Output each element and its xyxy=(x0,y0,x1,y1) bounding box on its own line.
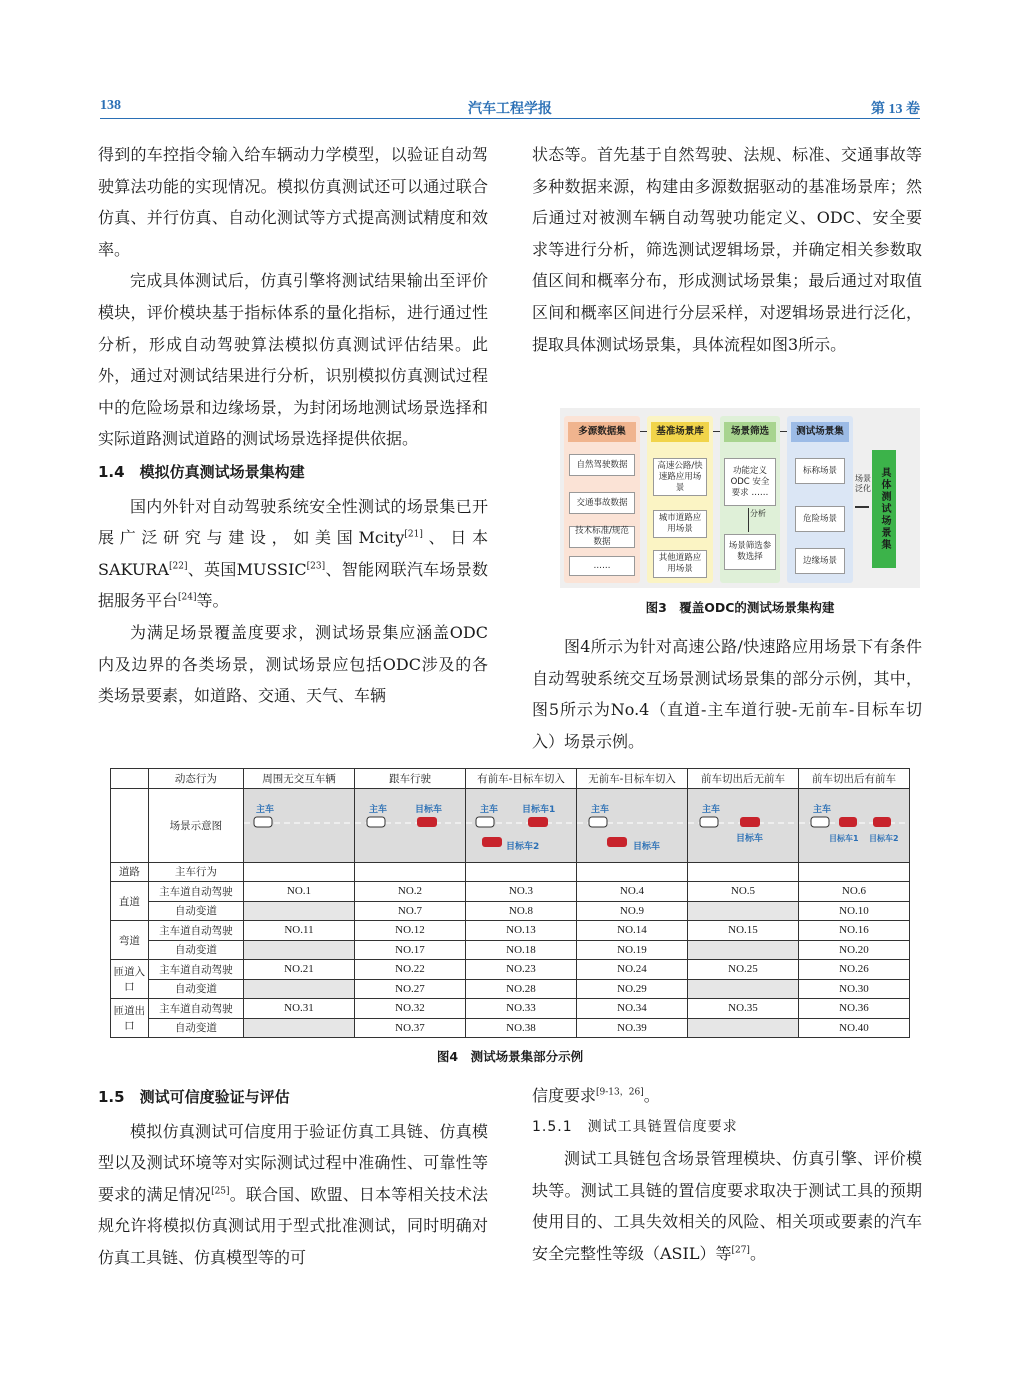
target-car-label: 目标车2 xyxy=(505,841,540,852)
fig3-column-filter xyxy=(720,416,780,583)
fig3-arrow-label: 分析 xyxy=(750,509,766,518)
header-cell: 周围无交互车辆 xyxy=(243,769,354,789)
main-car-icon xyxy=(367,817,385,827)
fig3-box: 交通事故数据 xyxy=(569,492,635,514)
scenario-cell: NO.37 xyxy=(354,1018,465,1038)
header-cell: 动态行为 xyxy=(148,769,243,789)
citation: [27] xyxy=(731,1245,750,1256)
paragraph: 测试工具链包含场景管理模块、仿真引擎、评价模块等。测试工具链的置信度要求取决于测试工具的预期使用目的、工具失效相关的风险、相关项或要素的汽车安全完整性等级（ASIL）等[27]。 xyxy=(532,1149,922,1263)
scenario-diagram xyxy=(354,788,465,862)
scenario-cell: NO.31 xyxy=(243,999,354,1019)
fig3-col-title: 测试场景集 xyxy=(791,422,849,442)
road-diagram-icon xyxy=(466,789,576,859)
scenario-cell: NO.32 xyxy=(354,999,465,1019)
fig3-generalize-label: 场景泛化 xyxy=(855,474,871,493)
figure-4-table xyxy=(110,768,910,1038)
scenario-cell: NO.38 xyxy=(465,1018,576,1038)
scenario-cell: NO.39 xyxy=(576,1018,687,1038)
road-diagram-icon xyxy=(355,789,465,859)
fig3-box: 功能定义 ODC 安全要求 …… xyxy=(724,458,776,506)
scenario-diagram xyxy=(798,788,909,862)
scenario-cell: NO.20 xyxy=(798,940,909,960)
scenario-cell: NO.28 xyxy=(465,979,576,999)
target-car-label: 目标车1 xyxy=(828,833,859,843)
scenario-diagram xyxy=(687,788,798,862)
table-header-row xyxy=(111,769,910,789)
scenario-cell: NO.36 xyxy=(798,999,909,1019)
header-cell: 前车切出后无前车 xyxy=(687,769,798,789)
left-column-bottom xyxy=(98,1080,488,1274)
main-car-label: 主车 xyxy=(812,804,831,815)
scenario-cell: NO.3 xyxy=(465,882,576,902)
paragraph: 国内外针对自动驾驶系统安全性测试的场景集已开展广泛研究与建设，如美国Mcity[21]、日本SAKURA[22]、英国MUSSIC[23]、智能网联汽车场景数据服务平台[24]等。 xyxy=(98,496,488,611)
scenario-cell xyxy=(243,979,354,999)
header-cell: 跟车行驶 xyxy=(354,769,465,789)
scenario-cell: NO.11 xyxy=(243,921,354,941)
main-car-label: 主车 xyxy=(590,804,609,815)
scenario-cell: NO.35 xyxy=(687,999,798,1019)
scenario-cell: NO.12 xyxy=(354,921,465,941)
behavior-cell: 自动变道 xyxy=(148,940,243,960)
scenario-cell: NO.26 xyxy=(798,960,909,980)
fig3-box: 城市道路应用场景 xyxy=(653,510,707,538)
scenario-cell: NO.10 xyxy=(798,901,909,921)
scenario-cell: NO.22 xyxy=(354,960,465,980)
journal-title: 汽车工程学报 xyxy=(468,102,552,117)
fig3-column-base xyxy=(647,416,713,583)
road-type-cell: 直道 xyxy=(111,882,149,921)
down-arrow-icon xyxy=(748,508,749,532)
citation: [21] xyxy=(404,529,423,540)
scenario-cell: NO.5 xyxy=(687,882,798,902)
target-car-icon xyxy=(740,817,760,827)
scenario-cell xyxy=(243,1018,354,1038)
scenario-cell: NO.25 xyxy=(687,960,798,980)
scenario-cell: NO.16 xyxy=(798,921,909,941)
diagram-label: 场景示意图 xyxy=(148,788,243,862)
fig3-box: 技术标准/规范数据 xyxy=(569,526,635,548)
fig3-column-data xyxy=(564,416,640,583)
main-car-icon xyxy=(589,817,607,827)
road-diagram-icon xyxy=(799,789,909,859)
main-car-icon xyxy=(254,817,272,827)
scenario-cell: NO.14 xyxy=(576,921,687,941)
subsection-heading: 1.5.1 测试工具链置信度要求 xyxy=(532,1118,738,1135)
page-header xyxy=(100,96,920,119)
paragraph: 图4所示为针对高速公路/快速路应用场景下有条件自动驾驶系统交互场景测试场景集的部分示例，其中，图5所示为No.4（直道-主车道行驶-无前车-目标车切入）场景示例。 xyxy=(532,637,922,751)
behavior-cell: 主车道自动驾驶 xyxy=(148,999,243,1019)
fig3-final-box: 具体测试场景集 xyxy=(872,450,896,568)
paragraph: 状态等。首先基于自然驾驶、法规、标准、交通事故等多种数据来源，构建由多源数据驱动的基准场景库；然后通过对被测车辆自动驾驶功能定义、ODC、安全要求等进行分析，筛选测试逻辑场景，并确定相关参数取值区间和概率分布，形成测试场景集；最后通过对取值区间和概率区间进行分层采样，对逻辑场景进行泛化，提取具体测试场景集，具体流程如图3所示。 xyxy=(532,145,922,354)
section-heading: 1.4 模拟仿真测试场景集构建 xyxy=(98,462,305,481)
scenario-cell: NO.21 xyxy=(243,960,354,980)
fig3-column-testset xyxy=(787,416,853,583)
figure-4-caption: 图4 测试场景集部分示例 xyxy=(436,1049,584,1064)
scenario-cell: NO.34 xyxy=(576,999,687,1019)
header-cell: 有前车-目标车切入 xyxy=(465,769,576,789)
scenario-cell xyxy=(687,1018,798,1038)
fig3-box: 其他道路应用场景 xyxy=(653,550,707,578)
table-row xyxy=(111,999,910,1019)
scenario-cell: NO.1 xyxy=(243,882,354,902)
table-row xyxy=(111,979,910,999)
fig3-box: …… xyxy=(569,556,635,576)
paragraph: 完成具体测试后，仿真引擎将测试结果输出至评价模块，评价模块基于指标体系的量化指标，进行通过性分析，形成自动驾驶算法模拟仿真测试评估结果。此外，通过对测试结果进行分析，识别模拟仿真测试过程中的危险场景和边缘场景，为封闭场地测试场景选择和实际道路测试道路的测试场景选择提供依据。 xyxy=(98,271,488,449)
fig3-col-title: 场景筛选 xyxy=(724,422,776,442)
behavior-cell: 主车道自动驾驶 xyxy=(148,882,243,902)
fig3-col-title: 多源数据集 xyxy=(568,422,636,442)
road-diagram-icon xyxy=(688,789,798,859)
table-diagram-row xyxy=(111,788,910,862)
right-column-bottom xyxy=(532,1080,922,1270)
behavior-cell: 自动变道 xyxy=(148,901,243,921)
paragraph: 信度要求[9-13，26]。 xyxy=(532,1086,660,1105)
main-car-icon xyxy=(811,817,829,827)
paragraph: 为满足场景覆盖度要求，测试场景集应涵盖ODC内及边界的各类场景，测试场景应包括ODC涉及的各类场景要素，如道路、交通、天气、车辆 xyxy=(98,622,488,706)
road-type-cell: 弯道 xyxy=(111,921,149,960)
section-heading: 1.5 测试可信度验证与评估 xyxy=(98,1088,290,1106)
scenario-cell: NO.2 xyxy=(354,882,465,902)
scenario-cell: NO.23 xyxy=(465,960,576,980)
target-car-icon xyxy=(528,817,548,827)
table-row xyxy=(111,921,910,941)
main-car-label: 主车 xyxy=(701,804,720,815)
citation: [25] xyxy=(211,1186,230,1197)
behavior-cell: 自动变道 xyxy=(148,979,243,999)
scenario-cell: NO.24 xyxy=(576,960,687,980)
table-subheader-row xyxy=(111,862,910,882)
target-car-icon xyxy=(839,817,857,827)
header-cell: 道路 xyxy=(111,862,149,882)
scenario-cell: NO.8 xyxy=(465,901,576,921)
fig3-col-title: 基准场景库 xyxy=(651,422,709,442)
scenario-cell: NO.6 xyxy=(798,882,909,902)
target-car-label: 目标车 xyxy=(414,804,442,815)
right-arrow-icon xyxy=(713,431,720,432)
citation: [24] xyxy=(178,592,197,603)
main-car-label: 主车 xyxy=(479,804,498,815)
fig3-box: 场景筛选参数选择 xyxy=(724,534,776,570)
fig3-box: 高速公路/快速路应用场景 xyxy=(653,458,707,496)
figure-3-flowchart xyxy=(560,408,920,588)
scenario-cell: NO.19 xyxy=(576,940,687,960)
scenario-diagram xyxy=(243,788,354,862)
volume-label: 第 13 卷 xyxy=(871,102,920,117)
scenario-cell: NO.27 xyxy=(354,979,465,999)
target-car-label: 目标车 xyxy=(632,841,660,852)
scenario-cell: NO.18 xyxy=(465,940,576,960)
header-cell: 主车行为 xyxy=(148,862,243,882)
scenario-cell: NO.29 xyxy=(576,979,687,999)
main-car-icon xyxy=(700,817,718,827)
table-row xyxy=(111,940,910,960)
paragraph: 得到的车控指令输入给车辆动力学模型，以验证自动驾驶算法功能的实现情况。模拟仿真测试还可以通过联合仿真、并行仿真、自动化测试等方式提高测试精度和效率。 xyxy=(98,145,488,259)
header-cell: 无前车-目标车切入 xyxy=(576,769,687,789)
target-car-icon xyxy=(482,837,502,847)
scenario-cell: NO.40 xyxy=(798,1018,909,1038)
road-type-cell: 匝道出口 xyxy=(111,999,149,1038)
right-column-mid xyxy=(532,631,922,757)
citation: [23] xyxy=(306,561,326,572)
figure-3-caption: 图3 覆盖ODC的测试场景集构建 xyxy=(645,600,835,615)
scenario-cell: NO.30 xyxy=(798,979,909,999)
scenario-cell: NO.33 xyxy=(465,999,576,1019)
target-car-label: 目标车1 xyxy=(521,804,556,815)
target-car-label: 目标车2 xyxy=(868,833,899,843)
scenario-cell: NO.17 xyxy=(354,940,465,960)
scenario-cell: NO.15 xyxy=(687,921,798,941)
main-car-label: 主车 xyxy=(255,804,274,815)
road-diagram-icon xyxy=(577,789,687,859)
fig3-box: 标称场景 xyxy=(795,458,845,484)
right-arrow-icon xyxy=(855,506,869,508)
fig3-box: 危险场景 xyxy=(795,506,845,532)
scenario-cell xyxy=(687,979,798,999)
right-column-top xyxy=(532,139,922,360)
scenario-cell xyxy=(243,901,354,921)
scenario-diagram xyxy=(576,788,687,862)
header-cell: 前车切出后有前车 xyxy=(798,769,909,789)
target-car-icon xyxy=(607,837,627,847)
right-arrow-icon xyxy=(780,431,787,432)
paragraph: 模拟仿真测试可信度用于验证仿真工具链、仿真模型以及测试环境等对实际测试过程中准确性、可靠性等要求的满足情况[25]。联合国、欧盟、日本等相关技术法规允许将模拟仿真测试用于型式批准测试，同时明确对仿真工具链、仿真模型等的可 xyxy=(98,1121,488,1267)
page-number: 138 xyxy=(100,98,121,113)
fig3-box: 自然驾驶数据 xyxy=(569,454,635,476)
behavior-cell: 自动变道 xyxy=(148,1018,243,1038)
table-row xyxy=(111,901,910,921)
behavior-cell: 主车道自动驾驶 xyxy=(148,960,243,980)
table-row xyxy=(111,1018,910,1038)
road-diagram-icon xyxy=(244,789,354,859)
table-body xyxy=(111,882,910,1038)
main-car-label: 主车 xyxy=(368,804,387,815)
target-car-icon xyxy=(873,817,891,827)
behavior-cell: 主车道自动驾驶 xyxy=(148,921,243,941)
citation: [9-13，26] xyxy=(596,1087,644,1098)
fig3-box: 边缘场景 xyxy=(795,548,845,574)
scenario-cell: NO.13 xyxy=(465,921,576,941)
table-row xyxy=(111,882,910,902)
scenario-diagram xyxy=(465,788,576,862)
scenario-cell: NO.9 xyxy=(576,901,687,921)
main-car-icon xyxy=(476,817,494,827)
target-car-label: 目标车 xyxy=(735,833,763,844)
scenario-cell: NO.7 xyxy=(354,901,465,921)
table-row xyxy=(111,960,910,980)
scenario-cell xyxy=(687,901,798,921)
left-column-top xyxy=(98,139,488,712)
scenario-cell: NO.4 xyxy=(576,882,687,902)
road-type-cell: 匝道入口 xyxy=(111,960,149,999)
right-arrow-icon xyxy=(640,431,647,432)
scenario-cell xyxy=(687,940,798,960)
target-car-icon xyxy=(417,817,437,827)
scenario-cell xyxy=(243,940,354,960)
citation: [22] xyxy=(168,561,188,572)
